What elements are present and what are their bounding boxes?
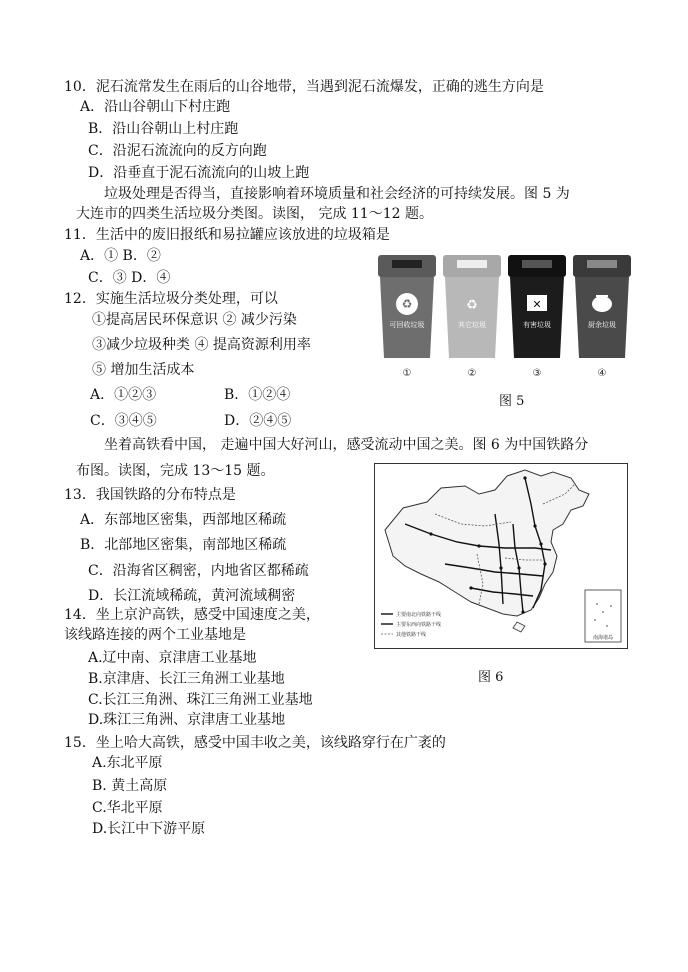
bin-number-1: ① <box>402 368 412 379</box>
other-waste-icon: ♻ <box>466 298 478 313</box>
q15-stem: 15．坐上哈大高铁，感受中国丰收之美，该线路穿行在广袤的 <box>64 735 446 751</box>
svg-text:♻: ♻ <box>401 297 413 311</box>
q11-options-cd: C．③ D．④ <box>88 270 171 286</box>
q12-option-c: C．③④⑤ <box>90 413 157 429</box>
hainan-island <box>513 622 525 632</box>
bin-recyclable <box>378 255 436 379</box>
inset-label: 南海诸岛 <box>592 635 614 641</box>
bin-label-2: 其它垃圾 <box>458 321 486 329</box>
q11-options-ab: A．① B．② <box>80 248 161 264</box>
legend-item-2: 主要东西向铁路干线 <box>396 622 442 628</box>
map-legend <box>381 611 441 638</box>
bin-label-4: 厨余垃圾 <box>588 321 616 329</box>
q10-option-d: D．沿垂直于泥石流流向的山坡上跑 <box>88 165 310 181</box>
q12-choice-line1: ①提高居民环保意识 ② 减少污染 <box>92 312 297 328</box>
q13-stem: 13．我国铁路的分布特点是 <box>64 487 236 503</box>
bin-number-3: ③ <box>532 368 542 379</box>
q13-option-c: C．沿海省区稠密，内地省区都稀疏 <box>88 563 309 579</box>
q14-option-d: D.珠江三角洲、京津唐工业基地 <box>88 712 286 728</box>
q12-option-d: D．②④⑤ <box>224 413 292 429</box>
intro6-line2: 布图。读图，完成 13～15 题。 <box>76 463 275 479</box>
svg-text:✕: ✕ <box>532 298 542 311</box>
q11-stem: 11．生活中的废旧报纸和易拉罐应该放进的垃圾箱是 <box>64 227 390 243</box>
q10-stem: 10．泥石流常发生在雨后的山谷地带，当遇到泥石流爆发，正确的逃生方向是 <box>64 79 544 95</box>
q15-option-c: C.华北平原 <box>92 800 163 816</box>
intro6-line1: 坐着高铁看中国， 走遍中国大好河山，感受流动中国之美。图 6 为中国铁路分 <box>104 437 589 453</box>
figure5-caption: 图 5 <box>499 394 525 409</box>
bin-hazardous <box>508 255 566 379</box>
bin-other <box>443 255 501 379</box>
q12-stem: 12．实施生活垃圾分类处理，可以 <box>64 291 278 307</box>
q13-option-b: B．北部地区密集，南部地区稀疏 <box>80 537 287 553</box>
q14-stem-line1: 14．坐上京沪高铁，感受中国速度之美， <box>64 607 320 623</box>
q15-option-a: A.东北平原 <box>92 755 163 771</box>
bin-label-3: 有害垃圾 <box>523 321 551 329</box>
figure6-railway-map <box>374 463 628 649</box>
intro5-line2: 大连市的四类生活垃圾分类图。读图， 完成 11～12 题。 <box>76 206 433 222</box>
bin-kitchen <box>573 255 631 379</box>
q12-option-a: A．①②③ <box>90 387 157 403</box>
q14-stem-line2: 该线路连接的两个工业基地是 <box>64 627 246 643</box>
bin-number-2: ② <box>467 368 477 379</box>
q10-option-c: C．沿泥石流流向的反方向跑 <box>88 143 267 159</box>
q15-option-b: B. 黄土高原 <box>92 778 168 794</box>
q14-option-c: C.长江三角洲、珠江三角洲工业基地 <box>88 692 313 708</box>
q15-option-d: D.长江中下游平原 <box>92 821 206 837</box>
legend-item-3: 其他铁路干线 <box>396 632 427 638</box>
figure5-trash-bins <box>372 250 634 380</box>
q12-choice-line3: ⑤ 增加生活成本 <box>92 362 195 378</box>
q13-option-d: D．长江流域稀疏，黄河流域稠密 <box>88 588 296 604</box>
q10-option-a: A．沿山谷朝山下村庄跑 <box>80 99 231 115</box>
q14-option-a: A.辽中南、京津唐工业基地 <box>88 650 257 666</box>
q10-option-b: B．沿山谷朝山上村庄跑 <box>88 121 239 137</box>
food-icon <box>592 296 612 312</box>
bin-number-4: ④ <box>597 368 607 379</box>
legend-item-1: 主要南北向铁路干线 <box>396 612 442 618</box>
bin-label-1: 可回收垃圾 <box>389 321 425 329</box>
figure6-caption: 图 6 <box>478 670 504 685</box>
q13-option-a: A．东部地区密集，西部地区稀疏 <box>80 512 287 528</box>
q12-choice-line2: ③减少垃圾种类 ④ 提高资源利用率 <box>92 337 311 353</box>
q12-option-b: B．①②④ <box>224 387 291 403</box>
intro5-line1: 垃圾处理是否得当，直接影响着环境质量和社会经济的可持续发展。图 5 为 <box>104 186 570 202</box>
china-outline <box>385 470 589 616</box>
q14-option-b: B.京津唐、长江三角洲工业基地 <box>88 671 285 687</box>
